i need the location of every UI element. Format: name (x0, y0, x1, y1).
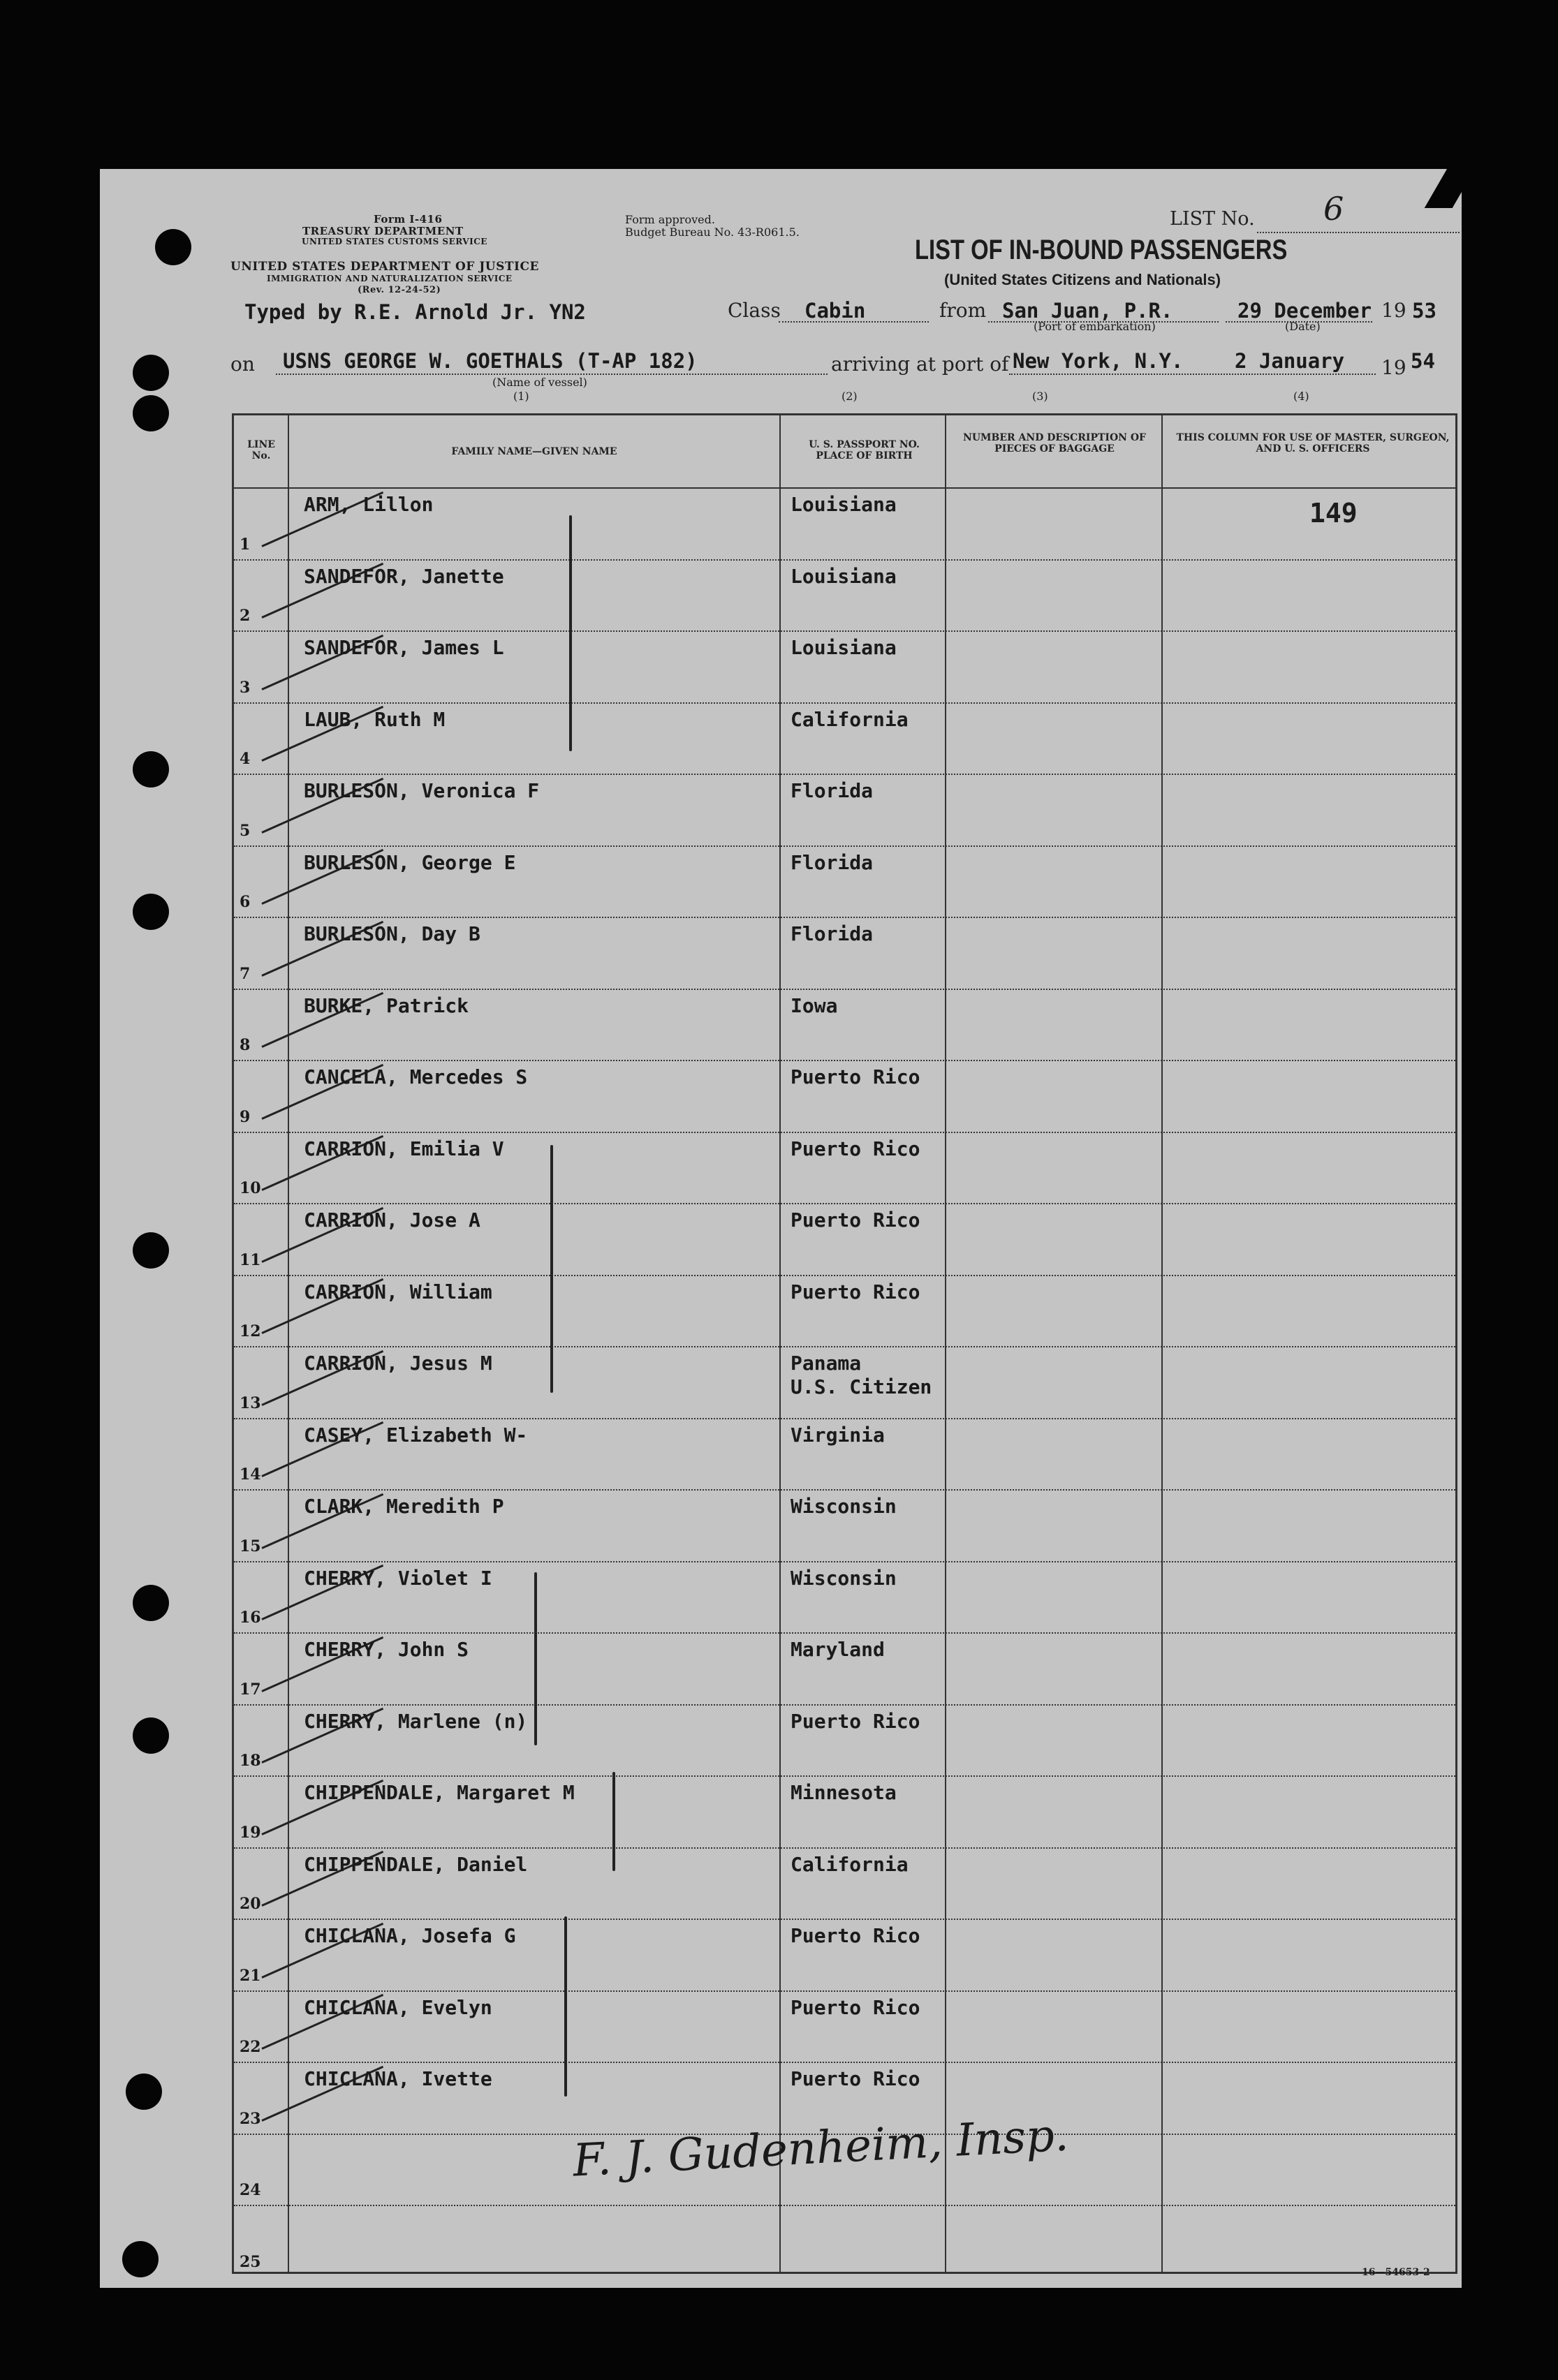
passenger-name: CHERRY, Violet I (304, 1566, 492, 1590)
line-number: 8 (240, 1036, 251, 1054)
line-number: 21 (240, 1966, 261, 1985)
place-of-birth: Puerto Rico (791, 1209, 920, 1232)
place-of-birth: Puerto Rico (791, 2067, 920, 2090)
row-divider (234, 1561, 1455, 1562)
from-value: San Juan, P.R. (1002, 299, 1173, 323)
from-label: from (939, 299, 987, 322)
family-bracket (612, 1772, 615, 1871)
row-divider (234, 774, 1455, 775)
row-divider (234, 1203, 1455, 1204)
line-number: 17 (240, 1680, 261, 1699)
passenger-name: BURLESON, Day B (304, 922, 480, 945)
date-value: 29 December (1237, 299, 1372, 323)
place-of-birth: Puerto Rico (791, 1995, 920, 2019)
vessel-line (276, 374, 828, 375)
line-number: 4 (240, 750, 251, 768)
passenger-name: CHICLANA, Josefa G (304, 1924, 516, 1947)
place-of-birth: Louisiana (791, 636, 897, 659)
passenger-name: CASEY, Elizabeth W- (304, 1423, 528, 1447)
list-no-value: 6 (1323, 190, 1344, 228)
document-title: LIST OF IN-BOUND PASSENGERS (915, 235, 1288, 265)
place-of-birth: Puerto Rico (791, 1924, 920, 1947)
row-divider (234, 702, 1455, 704)
binder-hole (133, 751, 169, 788)
col-number-4: (4) (1293, 390, 1309, 403)
family-bracket (550, 1145, 553, 1393)
row-divider (234, 1418, 1455, 1419)
line-number: 1 (240, 535, 251, 554)
line-number: 2 (240, 607, 251, 625)
arriving-label: arriving at port of (831, 353, 1009, 376)
typed-by: Typed by R.E. Arnold Jr. YN2 (244, 300, 586, 324)
row-divider (234, 1632, 1455, 1634)
binder-hole (133, 395, 169, 431)
column-divider (779, 415, 781, 2272)
header-officers: THIS COLUMN FOR USE OF MASTER, SURGEON, AND U. S. OFFICERS (1176, 432, 1450, 454)
place-of-birth: Florida (791, 850, 874, 874)
arrival-year-suffix: 54 (1411, 349, 1435, 373)
column-divider (945, 415, 946, 2272)
line-number: 16 (240, 1609, 261, 1627)
line-number: 18 (240, 1752, 261, 1770)
header-passport: U. S. PASSPORT NO. PLACE OF BIRTH (809, 439, 920, 461)
line-number: 6 (240, 893, 251, 911)
line-number: 14 (240, 1465, 261, 1484)
place-of-birth: Puerto Rico (791, 1709, 920, 1733)
line-number: 3 (240, 678, 251, 697)
arrival-port-line (1009, 374, 1376, 375)
arrival-date-value: 2 January (1235, 349, 1345, 373)
header-baggage: NUMBER AND DESCRIPTION OF PIECES OF BAGGAGE (963, 432, 1146, 454)
line-number: 13 (240, 1394, 261, 1412)
line-number: 24 (240, 2181, 261, 2199)
row-divider (234, 559, 1455, 561)
binder-hole (133, 1585, 169, 1621)
row-divider (234, 1919, 1455, 1920)
passenger-name: CHICLANA, Ivette (304, 2067, 492, 2090)
passenger-name: LAUB, Ruth M (304, 707, 446, 731)
passenger-name: CARRION, Emilia V (304, 1137, 504, 1160)
passenger-name: SANDEFOR, Janette (304, 564, 504, 588)
line-number: 10 (240, 1179, 261, 1197)
row-divider (234, 1704, 1455, 1706)
list-no-line (1257, 232, 1460, 233)
binder-hole (155, 229, 191, 265)
row-divider (234, 1346, 1455, 1347)
arrival-port-value: New York, N.Y. (1013, 349, 1184, 373)
binder-hole (133, 894, 169, 930)
year-suffix: 53 (1412, 299, 1436, 323)
passenger-name: BURLESON, George E (304, 850, 516, 874)
place-of-birth: Florida (791, 779, 874, 802)
column-divider (288, 415, 289, 2272)
place-of-birth: Puerto Rico (791, 1280, 920, 1303)
treasury-dept: TREASURY DEPARTMENT (302, 225, 464, 237)
family-bracket (569, 515, 572, 751)
line-number: 23 (240, 2109, 261, 2128)
passenger-name: CARRION, Jesus M (304, 1352, 492, 1375)
vessel-caption: (Name of vessel) (492, 376, 587, 389)
binder-hole (133, 355, 169, 391)
passenger-name: CHIPPENDALE, Daniel (304, 1852, 528, 1876)
row-divider (234, 917, 1455, 918)
passenger-name: CARRION, William (304, 1280, 492, 1303)
budget-bureau: Budget Bureau No. 43-R061.5. (625, 226, 800, 239)
line-number: 15 (240, 1537, 261, 1555)
line-number: 19 (240, 1823, 261, 1842)
place-of-birth: Puerto Rico (791, 1137, 920, 1160)
place-of-birth: Puerto Rico (791, 1065, 920, 1088)
class-line (779, 321, 929, 323)
officer-annotation: 149 (1309, 498, 1358, 529)
place-of-birth: Wisconsin (791, 1495, 897, 1518)
row-divider (234, 1990, 1455, 1992)
date-caption: (Date) (1285, 320, 1321, 333)
family-bracket (564, 1916, 567, 2097)
binder-hole (133, 1717, 169, 1754)
passenger-name: BURKE, Patrick (304, 993, 469, 1017)
row-divider (234, 1489, 1455, 1491)
year-prefix: 19 (1381, 299, 1406, 322)
passenger-name: CANCELA, Mercedes S (304, 1065, 528, 1088)
row-divider (234, 1847, 1455, 1849)
document-subtitle: (United States Citizens and Nationals) (944, 271, 1221, 288)
place-of-birth: Minnesota (791, 1781, 897, 1804)
passenger-name: CHICLANA, Evelyn (304, 1995, 492, 2019)
form-number: Form I-416 (374, 213, 443, 226)
line-number: 25 (240, 2252, 261, 2271)
column-divider (1161, 415, 1163, 2272)
vessel-value: USNS GEORGE W. GOETHALS (T-AP 182) (283, 349, 698, 373)
place-of-birth: California (791, 707, 909, 731)
header-name: FAMILY NAME—GIVEN NAME (451, 446, 617, 457)
col-number-2: (2) (842, 390, 858, 403)
port-embark-caption: (Port of embarkation) (1034, 320, 1156, 333)
col-number-1: (1) (513, 390, 529, 403)
binder-hole (133, 1232, 169, 1269)
header-line-no: LINE No. (247, 439, 275, 461)
passenger-name: CHERRY, John S (304, 1638, 469, 1661)
row-divider (234, 2205, 1455, 2206)
line-number: 7 (240, 964, 251, 983)
place-of-birth: California (791, 1852, 909, 1876)
on-label: on (230, 353, 255, 376)
passenger-name: CLARK, Meredith P (304, 1495, 504, 1518)
place-of-birth: Louisiana (791, 564, 897, 588)
arrival-year-prefix: 19 (1381, 356, 1406, 379)
place-of-birth: Wisconsin (791, 1566, 897, 1590)
row-divider (234, 845, 1455, 847)
revision-date: (Rev. 12-24-52) (358, 285, 441, 295)
col-number-3: (3) (1032, 390, 1048, 403)
row-divider (234, 1132, 1455, 1133)
row-divider (234, 1060, 1455, 1061)
passenger-table (232, 413, 1457, 2274)
form-approved: Form approved. (625, 213, 715, 226)
row-divider (234, 630, 1455, 632)
line-number: 12 (240, 1322, 261, 1340)
line-number: 5 (240, 821, 251, 840)
header-divider (234, 487, 1455, 489)
row-divider (234, 989, 1455, 990)
passenger-name: ARM, Lillon (304, 493, 434, 516)
binder-hole (126, 2074, 162, 2110)
place-of-birth: Iowa (791, 993, 838, 1017)
customs-service: UNITED STATES CUSTOMS SERVICE (302, 237, 487, 246)
line-number: 22 (240, 2038, 261, 2056)
class-value: Cabin (804, 299, 866, 323)
row-divider (234, 1775, 1455, 1777)
place-of-birth: Maryland (791, 1638, 885, 1661)
row-divider (234, 1275, 1455, 1276)
list-no-label: LIST No. (1170, 208, 1255, 230)
passenger-name: CARRION, Jose A (304, 1209, 480, 1232)
class-label: Class (728, 299, 781, 322)
passenger-name: SANDEFOR, James L (304, 636, 504, 659)
line-number: 9 (240, 1107, 251, 1126)
justice-dept: UNITED STATES DEPARTMENT OF JUSTICE (230, 260, 539, 274)
place-of-birth: Panama U.S. Citizen (791, 1352, 932, 1398)
binder-hole (122, 2241, 159, 2277)
family-bracket (534, 1572, 537, 1745)
line-number: 11 (240, 1250, 261, 1269)
passenger-name: CHIPPENDALE, Margaret M (304, 1781, 575, 1804)
footer-code: 16—54653-2 (1362, 2267, 1430, 2278)
place-of-birth: Virginia (791, 1423, 885, 1447)
place-of-birth: Florida (791, 922, 874, 945)
row-divider (234, 2062, 1455, 2063)
line-number: 20 (240, 1895, 261, 1913)
passenger-name: CHERRY, Marlene (n) (304, 1709, 528, 1733)
inspector-signature: F. J. Gudenheim, Insp. (571, 2109, 1070, 2187)
immigration-service: IMMIGRATION AND NATURALIZATION SERVICE (267, 274, 513, 283)
place-of-birth: Louisiana (791, 493, 897, 516)
passenger-name: BURLESON, Veronica F (304, 779, 540, 802)
